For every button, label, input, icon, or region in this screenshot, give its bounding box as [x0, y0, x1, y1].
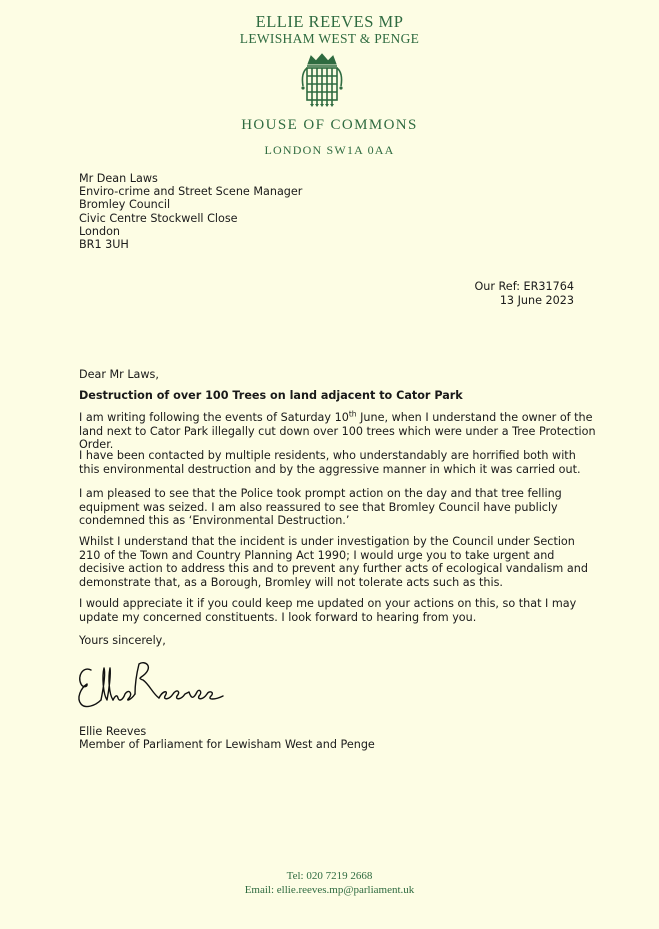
- paragraph-1-end: June, when I understand the owner of the land next to Cator Park illegally cut down over 100 trees which were under a Tree Protection Order.: [79, 411, 596, 451]
- letterhead-address: LONDON SW1A 0AA: [264, 143, 395, 157]
- paragraph-5: I would appreciate it if you could keep me updated on your actions on this, so that I may update my concerned constituents. I look forward to hearing from you.: [79, 597, 577, 624]
- paragraph-3: I am pleased to see that the Police took prompt action on the day and that tree felling equipment was seized. I am also reassured to see that Bromley Council have publicly condemned this as ‘Environmental Destruction.’: [79, 487, 562, 527]
- recipient-line: Mr Dean Laws: [79, 172, 158, 185]
- signer-title: Member of Parliament for Lewisham West and Penge: [79, 738, 375, 752]
- letter-date: 13 June 2023: [499, 293, 574, 307]
- footer-email: Email: ellie.reeves.mp@parliament.uk: [244, 884, 415, 896]
- paragraph-4: Whilst I understand that the incident is under investigation by the Council under Section 210 of the Town and Country Planning Act 1990; I would urge you to take urgent and decisive action to address this and to prevent any further acts of ecological vandalism and demonstrate that, as a Borough, Bromley will not tolerate acts such as this.: [79, 535, 588, 589]
- our-reference: Our Ref: ER31764: [474, 280, 574, 293]
- ordinal-suffix: th: [348, 409, 357, 419]
- recipient-address-block: [79, 172, 302, 251]
- portcullis-icon: [299, 52, 345, 108]
- recipient-line: London: [79, 224, 121, 238]
- salutation: Dear Mr Laws,: [79, 368, 159, 381]
- closing: Yours sincerely,: [79, 634, 166, 647]
- letterhead-house: HOUSE OF COMMONS: [241, 117, 418, 133]
- letterhead-constituency: LEWISHAM WEST & PENGE: [239, 31, 420, 46]
- signer-block: [79, 725, 375, 751]
- subject-line: Destruction of over 100 Trees on land adjacent to Cator Park: [79, 389, 463, 402]
- signer-name: Ellie Reeves: [79, 725, 147, 738]
- paragraph-1-start: I am writing following the events of Saturday 10: [79, 411, 349, 424]
- recipient-line: Civic Centre Stockwell Close: [79, 211, 238, 225]
- letterhead-mp-name: ELLIE REEVES MP: [255, 12, 404, 31]
- paragraph-1: [79, 411, 599, 452]
- recipient-line: Enviro-crime and Street Scene Manager: [79, 185, 303, 199]
- footer-telephone: Tel: 020 7219 2668: [286, 870, 373, 882]
- recipient-line: Bromley Council: [79, 198, 171, 212]
- reference-block: [474, 280, 574, 307]
- paragraph-2: I have been contacted by multiple residents, who understandably are horrified both with this environmental destruction and by the aggressive manner in which it was carried out.: [79, 449, 581, 476]
- handwritten-signature: [73, 654, 238, 712]
- recipient-line: BR1 3UH: [79, 237, 129, 251]
